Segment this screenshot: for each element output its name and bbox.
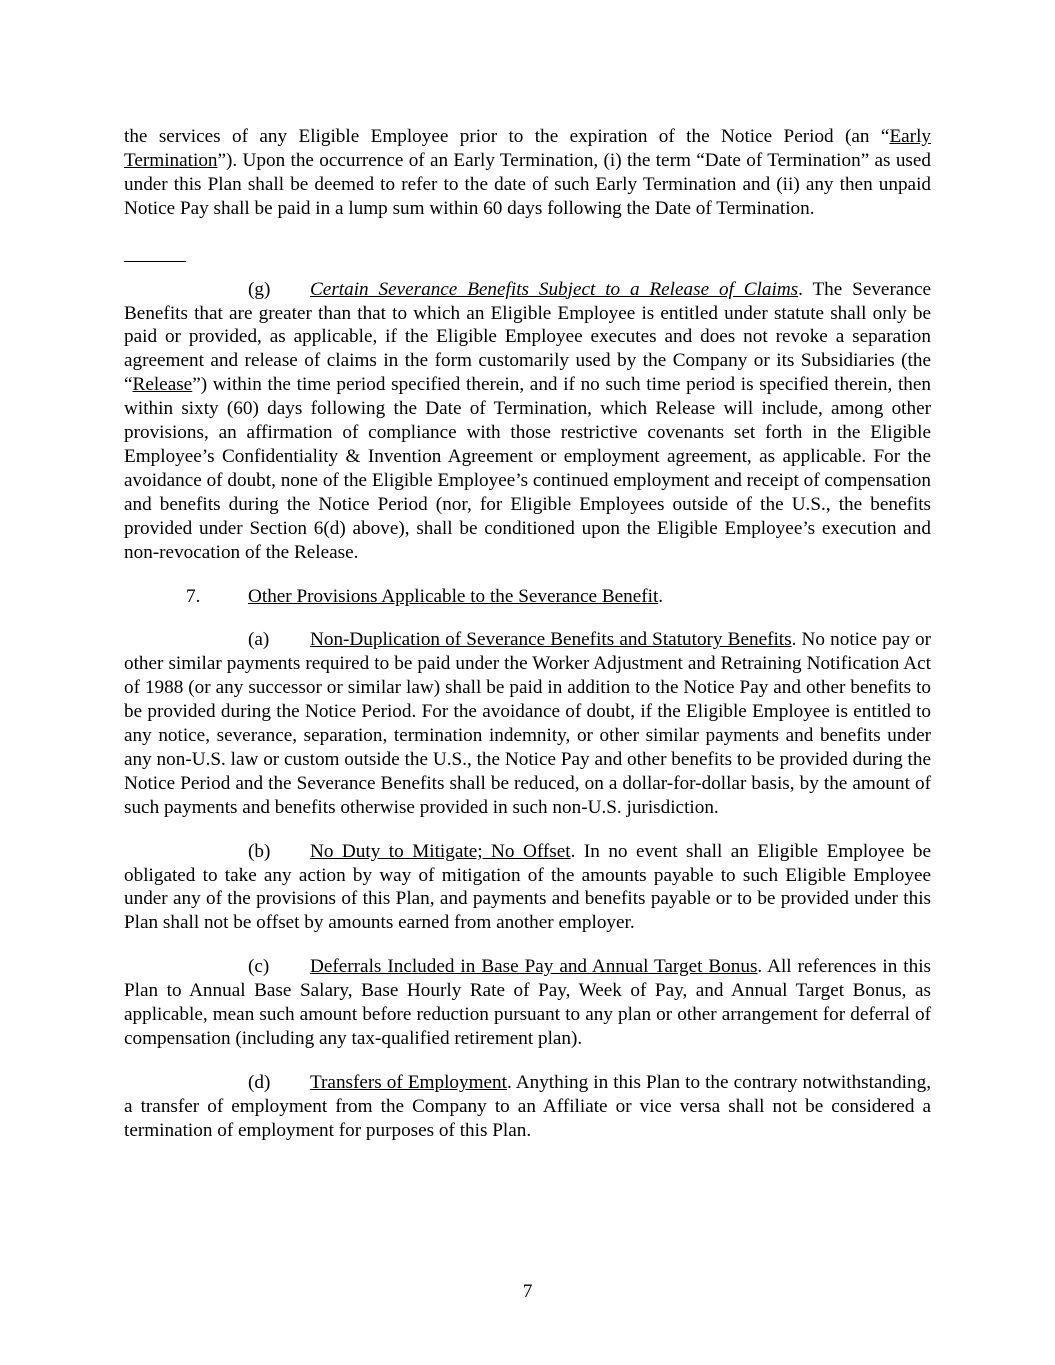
text: . No notice pay or other similar payments required to be paid under the Worker Adjustment and Retraining Notification Act of 1988 (or any successor or similar law) shall be paid in addition to the Notice Pay and other benefits to be provided during the Notice Period. For the avoidance of doubt, if the Eligible Employee is entitled to any notice, severance, separation, termination indemnity, or other similar payments and benefits under any non-U.S. law or custom outside the U.S., the Notice Pay and other benefits to be provided during the Notice Period and the Severance Benefits shall be reduced, on a dollar-for-dollar basis, by the amount of such payments and benefits otherwise provided in such non-U.S. jurisdiction.: [124, 629, 931, 818]
section-number: 7.: [186, 585, 201, 607]
text: the services of any Eligible Employee prior to the expiration of the Notice Period (an “: [124, 126, 890, 147]
defined-term-release: Release: [132, 374, 193, 396]
paragraph-a: [124, 628, 931, 819]
paragraph-label: (a): [248, 629, 270, 651]
paragraph-heading: Deferrals Included in Base Pay and Annual Target Bonus: [310, 956, 758, 978]
text: . All references in this Plan to Annual Base Salary, Base Hourly Rate of Pay, Week of Pay, and Annual Target Bonus, as applicable, mean such amount before reduction pursuant to any plan or other arrangement for deferral of compensation (including any tax-qualified retirement plan).: [124, 956, 931, 1049]
text: . Anything in this Plan to the contrary notwithstanding, a transfer of employment from the Company to an Affiliate or vice versa shall not be considered a termination of employment for purposes of this Plan.: [124, 1071, 931, 1141]
section-title: Other Provisions Applicable to the Severance Benefit: [248, 585, 659, 607]
paragraph-label: (b): [248, 840, 271, 862]
footnote-separator: [124, 261, 186, 262]
paragraph-f-continuation: [124, 125, 931, 221]
paragraph-g: [124, 278, 931, 565]
document-page: [124, 125, 931, 1143]
paragraph-b: [124, 840, 931, 936]
text: ”) within the time period specified therein, and if no such time period is specified therein, then within sixty (60) days following the Date of Termination, which Release will include, among other provisions, an affirmation of compliance with those restrictive covenants set forth in the Eligible Employee’s Confidentiality & Invention Agreement or employment agreement, as applicable. For the avoidance of doubt, none of the Eligible Employee’s continued employment and receipt of compensation and benefits during the Notice Period (nor, for Eligible Employees outside of the U.S., the benefits provided under Section 6(d) above), shall be conditioned upon the Eligible Employee’s execution and non-revocation of the Release.: [124, 374, 931, 563]
text: . The Severance Benefits that are greater than that to which an Eligible Employee is entitled under statute shall only be paid or provided, as applicable, if the Eligible Employee executes and does not revoke a separation agreement and release of claims in the form customarily used by the Company or its Subsidiaries (the “: [124, 278, 931, 396]
paragraph-heading: Certain Severance Benefits Subject to a Release of Claims: [310, 278, 799, 300]
paragraph-label: (c): [248, 956, 270, 978]
text: . In no event shall an Eligible Employee be obligated to take any action by way of mitigation of the amounts payable to such Eligible Employee under any of the provisions of this Plan, and payments and benefits payable or to be provided under this Plan shall not be offset by amounts earned from another employer.: [124, 840, 931, 934]
page-number: 7: [522, 1281, 533, 1302]
paragraph-label: (g): [248, 278, 271, 300]
section-7-heading: [124, 585, 931, 609]
paragraph-heading: Non-Duplication of Severance Benefits and Statutory Benefits: [310, 629, 792, 651]
paragraph-heading: Transfers of Employment: [310, 1071, 507, 1093]
text: .: [658, 585, 664, 607]
paragraph-heading: No Duty to Mitigate; No Offset: [310, 840, 571, 862]
paragraph-label: (d): [248, 1071, 271, 1093]
defined-term-early-termination: Early Termination: [124, 126, 931, 171]
text: ”). Upon the occurrence of an Early Termination, (i) the term “Date of Termination” as used under this Plan shall be deemed to refer to the date of such Early Termination and (ii) any then unpaid Notice Pay shall be paid in a lump sum within 60 days following the Date of Termination.: [124, 149, 931, 219]
paragraph-d: [124, 1071, 931, 1143]
paragraph-c: [124, 955, 931, 1051]
